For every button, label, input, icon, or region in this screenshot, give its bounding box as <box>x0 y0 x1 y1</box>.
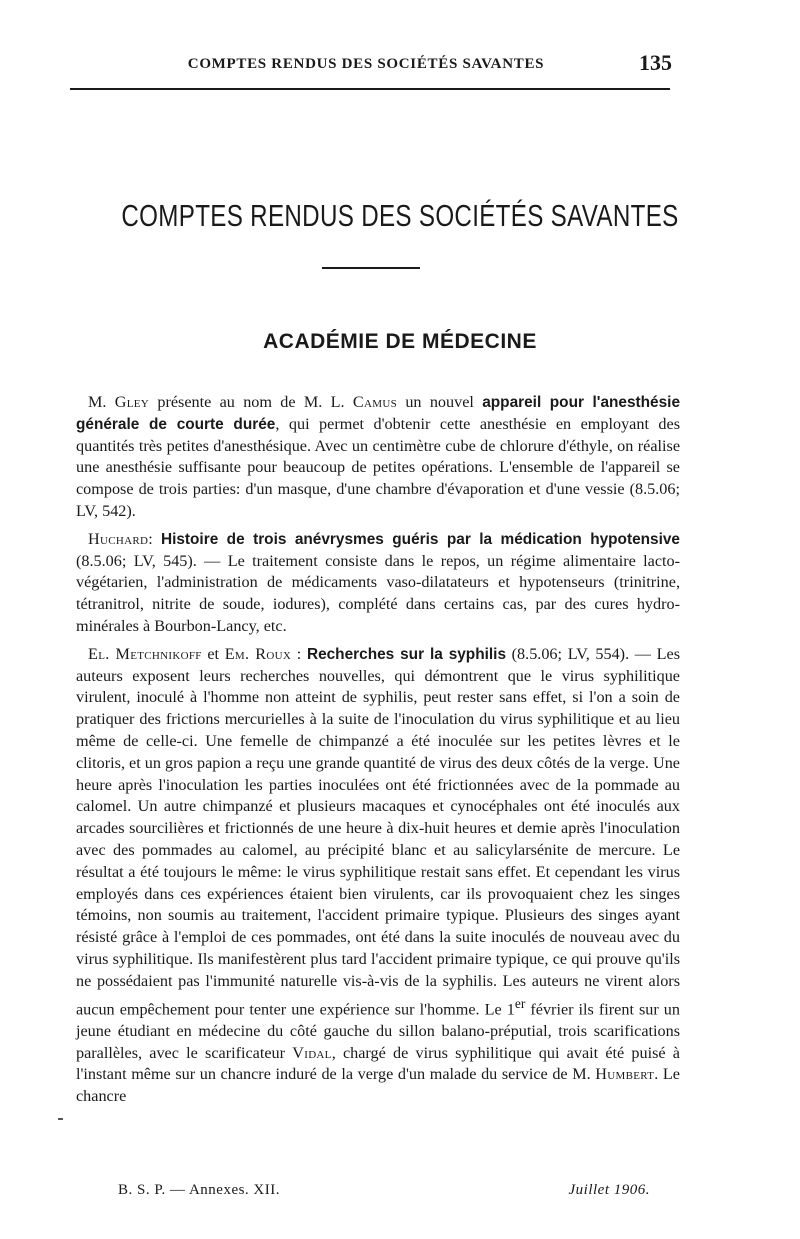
running-title: COMPTES RENDUS DES SOCIÉTÉS SAVANTES <box>187 56 545 72</box>
article-title: appareil pour l'anesthésie générale de courte durée <box>76 394 681 433</box>
author-name: Gley <box>114 393 150 411</box>
footer-signature: B. S. P. — Annexes. XII. <box>118 1182 281 1198</box>
text-run: et <box>201 644 225 663</box>
footer-date: Juillet 1906. <box>568 1182 650 1198</box>
body-text <box>76 392 680 1108</box>
article-title: Recherches sur la syphilis <box>306 645 506 663</box>
article-title: Histoire de trois anévrysmes guéris par la médication hypotensive <box>160 530 680 548</box>
margin-mark <box>58 1118 63 1120</box>
paragraph-metchnikoff-roux <box>76 644 680 1108</box>
text-run: février ils firent sur un jeune étudiant en médecine du côté gauche du sillon balano-préputial, trois scarifications parallèles, avec le scarificateur <box>76 999 680 1062</box>
section-title: COMPTES RENDUS DES SOCIÉTÉS SAVANTES <box>121 198 679 233</box>
text-run: : <box>148 529 161 548</box>
section-divider <box>322 267 420 269</box>
author-name: Vidal <box>292 1043 332 1062</box>
paragraph-camus <box>76 392 680 523</box>
text-run: (8.5.06; LV, 545). — Le traitement consiste dans le repos, un régime alimentaire lacto-végétarien, l'administration de médicaments vaso-dilatateurs et hypotenseurs (trinitrine, tétranitrol, nitrite de soude, iodures), complété dans certains cas, par des cures hydro-minérales à Bourbon-Lancy, etc. <box>76 551 680 635</box>
text-run: . Le chancre <box>76 1065 680 1106</box>
author-name: Em. Roux <box>224 644 292 663</box>
text-run: un nouvel <box>397 393 483 411</box>
text-run: présente au nom de M. L. <box>149 393 353 411</box>
text-run: (8.5.06; LV, 554). — Les auteurs exposent leurs recherches nouvelles, qui démontrent que le virus syphilitique virulent, inoculé à l'homme non atteint de syphilis, peut rester sans effet, si l'on a soin de pratiquer des frictions mercurielles à la suite de l'inoculation du virus syphilitique et au lieu même de celle-ci. Une femelle de chimpanzé a été inoculée sur les petites lèvres et le clitoris, et un gros papion a reçu une grande quantité de virus des deux côtés de la verge. Une heure après l'inoculation les parties inoculées ont été frictionnées avec de la pommade au calomel. Un autre chimpanzé et plusieurs macaques et cynocéphales ont été inoculés aux arcades sourcilières et frictionnés de une heure à dix-huit heures et demie après l'inoculation avec des pommades au calomel, au précipité blanc et au salicylarsénite de mercure. Le résultat a été toujours le même: le virus syphilitique restait sans effet. Et cependant les virus employés dans ces expériences étaient bien virulents, car ils provoquaient chez les singes témoins, non soumis au traitement, l'accident primaire typique. Plusieurs des singes ayant résisté grâce à l'emploi de ces pommades, ont été dans la suite inoculés de nouveau avec du virus syphilitique. Ils manifestèrent plus tard l'accident primaire typique, ce qui prouve qu'ils ne possédaient pas l'immunité naturelle vis-à-vis de la syphilis. Les auteurs ne virent alors aucun empêchement pour tenter une expérience sur l'homme. Le 1 <box>76 644 681 1018</box>
text-run: M. <box>88 393 115 411</box>
superscript: er <box>514 995 526 1011</box>
page-footer <box>118 1182 650 1204</box>
text-run: , qui permet d'obtenir cette anesthésie en employant des quantités très petites d'anesthésique. Avec un centimètre cube de chlorure d'éthyle, on réalise une anesthésie suffisante pour beaucoup de petites opérations. L'ensemble de l'appareil se compose de trois parties: d'un masque, d'une chambre d'évaporation et d'une vessie (8.5.06; LV, 542). <box>76 414 681 520</box>
author-name: El. Metchnikoff <box>88 644 202 663</box>
text-run: , chargé de virus syphilitique qui avait été puisé à l'instant même sur un chancre induré de la verge d'un malade du service de M. <box>76 1043 680 1084</box>
running-header <box>60 50 672 78</box>
text-run: : <box>291 644 307 663</box>
header-rule <box>70 88 670 90</box>
subsection-title: ACADÉMIE DE MÉDECINE <box>263 330 537 353</box>
author-name: Huchard <box>88 529 149 548</box>
paragraph-huchard <box>76 529 680 638</box>
author-name: Humbert <box>595 1065 655 1084</box>
page-number: 135 <box>639 50 672 75</box>
author-name: Camus <box>352 393 397 411</box>
